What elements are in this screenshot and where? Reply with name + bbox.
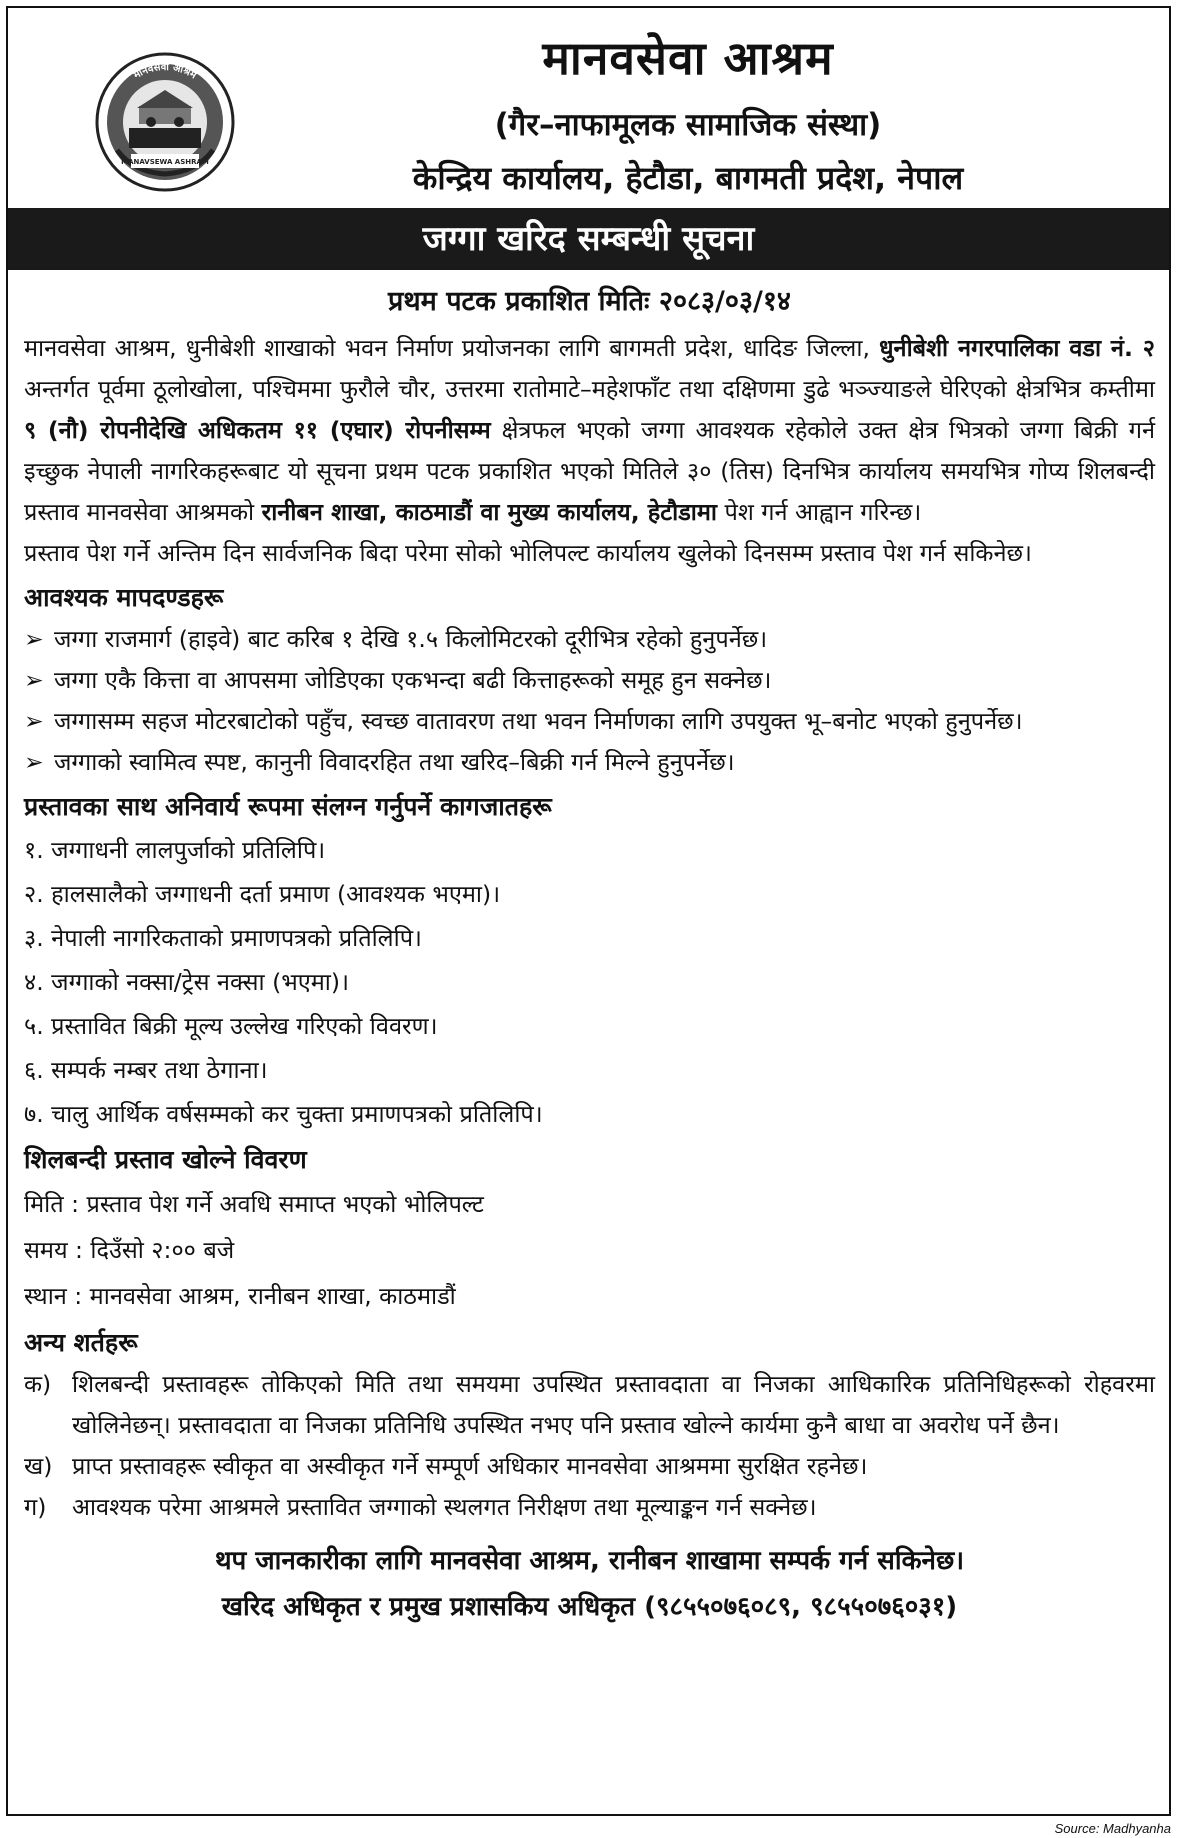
intro-text-4: पेश गर्न आह्वान गरिन्छ। xyxy=(717,498,922,526)
intro-text-2: अन्तर्गत पूर्वमा ठूलोखोला, पश्चिममा फुरौले चौर, उत्तरमा रातोमाटे–महेशफाँट तथा दक्षिणमा डुढे भञ्ज्याङले घेरिएको क्षेत्रभित्र कम्तीमा xyxy=(24,375,1155,403)
list-item: ७. चालु आर्थिक वर्षसम्मको कर चुक्ता प्रमाणपत्रको प्रतिलिपि। xyxy=(24,1100,543,1128)
term-item xyxy=(24,1364,1155,1446)
term-label: क) xyxy=(24,1370,52,1398)
intro-office: रानीबन शाखा, काठमाडौं वा मुख्य कार्यालय, हेटौडामा xyxy=(261,498,718,526)
svg-text:MANAVSEWA ASHRAM: MANAVSEWA ASHRAM xyxy=(121,158,209,166)
criteria-text: जग्गा राजमार्ग (हाइवे) बाट करिब १ देखि १.५ किलोमिटरको दूरीभित्र रहेको हुनुपर्नेछ। xyxy=(54,625,768,653)
list-item: ५. प्रस्तावित बिक्री मूल्य उल्लेख गरिएको विवरण। xyxy=(24,1012,438,1040)
term-text: आवश्यक परेमा आश्रमले प्रस्तावित जग्गाको स्थलगत निरीक्षण तथा मूल्याङ्कन गर्न सक्नेछ। xyxy=(72,1493,817,1521)
opening-place: स्थान : मानवसेवा आश्रम, रानीबन शाखा, काठमाडौं xyxy=(24,1282,456,1310)
notice-body xyxy=(24,282,1155,1630)
contact-officer-line: खरिद अधिकृत र प्रमुख प्रशासकिय अधिकृत (९८५५०७६०८९, ९८५५०७६०३१) xyxy=(221,1592,958,1622)
terms-heading: अन्य शर्तहरू xyxy=(24,1328,138,1357)
list-item xyxy=(24,742,1155,783)
organization-address: केन्द्रिय कार्यालय, हेटौडा, बागमती प्रदेश, नेपाल xyxy=(412,159,964,197)
intro-text-3: क्षेत्रफल भएको जग्गा आवश्यक रहेकोले उक्त क्षेत्र भित्रको जग्गा बिक्री गर्न इच्छुक नेपाली नागरिकहरूबाट यो सूचना प्रथम पटक प्रकाशित भएको मितिले ३० (तिस) दिनभित्र कार्यालय समयभित्र गोप्य शिलबन्दी प्रस्ताव मानवसेवा आश्रमको xyxy=(24,416,1155,526)
term-label: ग) xyxy=(24,1493,47,1521)
criteria-text: जग्गाको स्वामित्व स्पष्ट, कानुनी विवादरहित तथा खरिद–बिक्री गर्न मिल्ने हुनुपर्नेछ। xyxy=(54,748,735,776)
list-item: ६. सम्पर्क नम्बर तथा ठेगाना। xyxy=(24,1056,268,1084)
notice-frame xyxy=(6,6,1171,1816)
intro-paragraph xyxy=(24,328,1155,533)
list-item: ३. नेपाली नागरिकताको प्रमाणपत्रको प्रतिलिपि। xyxy=(24,924,422,952)
intro-area: ९ (नौ) रोपनीदेखि अधिकतम ११ (एघार) रोपनीसम्म xyxy=(24,416,491,444)
organization-logo xyxy=(93,50,238,195)
documents-heading: प्रस्तावका साथ अनिवार्य रूपमा संलग्न गर्नुपर्ने कागजातहरू xyxy=(24,792,552,821)
list-item: २. हालसालैको जग्गाधनी दर्ता प्रमाण (आवश्यक भएमा)। xyxy=(24,880,501,908)
notice-title-banner: जग्गा खरिद सम्बन्धी सूचना xyxy=(8,208,1169,270)
opening-date: मिति : प्रस्ताव पेश गर्ने अवधि समाप्त भएको भोलिपल्ट xyxy=(24,1190,484,1218)
term-text: प्राप्त प्रस्तावहरू स्वीकृत वा अस्वीकृत गर्ने सम्पूर्ण अधिकार मानवसेवा आश्रममा सुरक्षित रहनेछ। xyxy=(72,1452,868,1480)
list-item: १. जग्गाधनी लालपुर्जाको प्रतिलिपि। xyxy=(24,836,326,864)
term-item xyxy=(24,1446,1155,1487)
intro-text-1: मानवसेवा आश्रम, धुनीबेशी शाखाको भवन निर्माण प्रयोजनका लागि बागमती प्रदेश, धादिङ जिल्ला, xyxy=(24,334,880,362)
list-item xyxy=(24,619,1155,660)
notice-header xyxy=(8,8,1169,204)
arrow-bullet-icon: ➢ xyxy=(24,748,44,776)
list-item xyxy=(24,701,1155,742)
criteria-list xyxy=(24,619,1155,783)
term-text: शिलबन्दी प्रस्तावहरू तोकिएको मिति तथा समयमा उपस्थित प्रस्तावदाता वा निजका आधिकारिक प्रतिनिधिहरूको रोहवरमा खोलिनेछन्। प्रस्तावदाता वा निजका प्रतिनिधि उपस्थित नभए पनि प्रस्ताव खोल्ने कार्यमा कुनै बाधा वा अवरोध पर्ने छैन। xyxy=(72,1370,1155,1439)
arrow-bullet-icon: ➢ xyxy=(24,707,44,735)
svg-text:मानवसेवा आश्रम: मानवसेवा आश्रम xyxy=(132,61,199,82)
holiday-note: प्रस्ताव पेश गर्ने अन्तिम दिन सार्वजनिक बिदा परेमा सोको भोलिपल्ट कार्यालय खुलेको दिनसम्म प्रस्ताव पेश गर्न सकिनेछ। xyxy=(24,539,1032,567)
criteria-heading: आवश्यक मापदण्डहरू xyxy=(24,583,224,612)
opening-heading: शिलबन्दी प्रस्ताव खोल्ने विवरण xyxy=(24,1145,307,1174)
term-label: ख) xyxy=(24,1452,53,1480)
list-item xyxy=(24,660,1155,701)
arrow-bullet-icon: ➢ xyxy=(24,666,44,694)
criteria-text: जग्गासम्म सहज मोटरबाटोको पहुँच, स्वच्छ वातावरण तथा भवन निर्माणका लागि उपयुक्त भू–बनोट भएको हुनुपर्नेछ। xyxy=(54,707,1023,735)
intro-ward: धुनीबेशी नगरपालिका वडा नं. २ xyxy=(879,334,1155,362)
arrow-bullet-icon: ➢ xyxy=(24,625,44,653)
source-credit: Source: Madhyanha xyxy=(1054,1821,1171,1836)
organization-name: मानवसेवा आश्रम xyxy=(542,31,834,85)
organization-subtitle: (गैर–नाफामूलक सामाजिक संस्था) xyxy=(494,107,882,143)
term-item xyxy=(24,1487,1155,1528)
list-item: ४. जग्गाको नक्सा/ट्रेस नक्सा (भएमा)। xyxy=(24,968,349,996)
opening-time: समय : दिउँसो २:०० बजे xyxy=(24,1236,235,1264)
contact-line: थप जानकारीका लागि मानवसेवा आश्रम, रानीबन शाखामा सम्पर्क गर्न सकिनेछ। xyxy=(214,1546,965,1576)
criteria-text: जग्गा एकै कित्ता वा आपसमा जोडिएका एकभन्दा बढी कित्ताहरूको समूह हुन सक्नेछ। xyxy=(54,666,772,694)
publish-date: प्रथम पटक प्रकाशित मितिः २०८३/०३/१४ xyxy=(388,286,791,317)
documents-list xyxy=(24,828,1155,1136)
